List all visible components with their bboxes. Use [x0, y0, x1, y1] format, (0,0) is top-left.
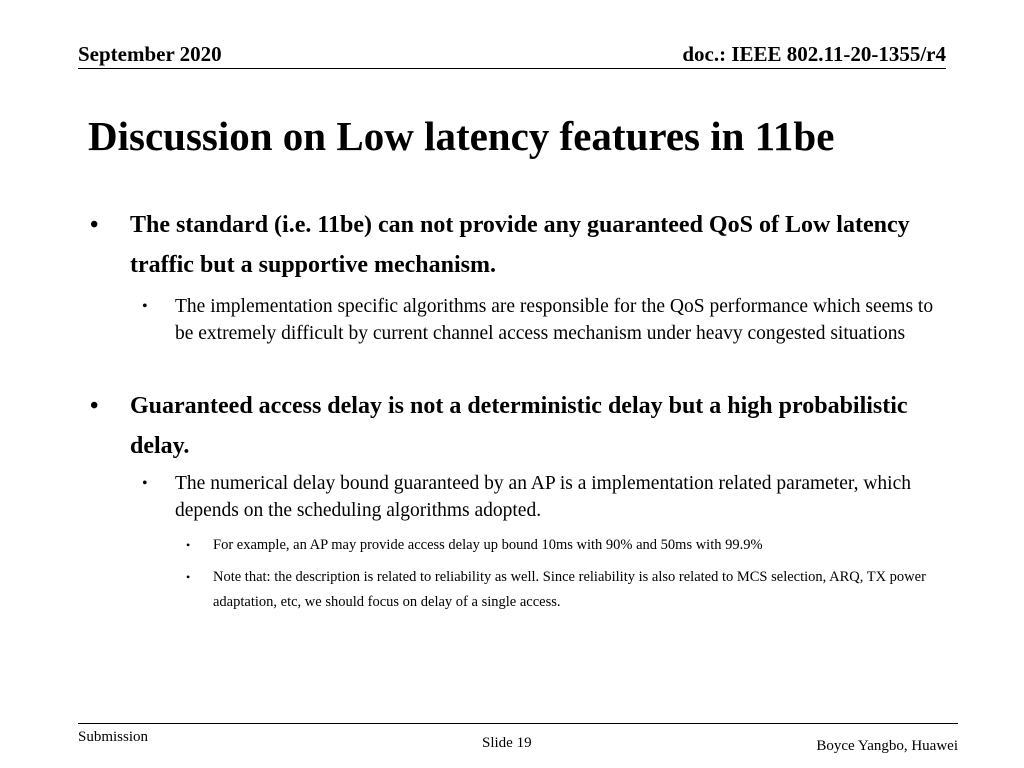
header-rule [78, 68, 946, 69]
bullet-2-1-text: The numerical delay bound guaranteed by an AP is a implementation related parameter, which depends on the scheduling algorithms adopted. [175, 473, 911, 521]
header-doc-id: doc.: IEEE 802.11-20-1355/r4 [682, 42, 946, 66]
footer-submission: Submission [78, 729, 149, 745]
bullet-1-1-marker: • [142, 298, 148, 315]
footer-author: Boyce Yangbo, Huawei [816, 738, 958, 754]
bullet-2-1-2-text: Note that: the description is related to reliability as well. Since reliability is also related to MCS selection, ARQ, TX power adaptation, etc, we should focus on delay of a single access. [213, 569, 926, 610]
bullet-2-1-2-marker: • [186, 570, 191, 584]
bullet-2-1-1-marker: • [186, 538, 191, 552]
header-date: September 2020 [78, 42, 222, 66]
bullet-2-1-marker: • [142, 475, 148, 492]
bullet-1-text: The standard (i.e. 11be) can not provide any guaranteed QoS of Low latency traffic but a supportive mechanism. [130, 212, 910, 278]
bullet-1-marker: • [90, 212, 99, 238]
bullet-2-text: Guaranteed access delay is not a deterministic delay but a high probabilistic delay. [130, 393, 908, 459]
bullet-1-1-text: The implementation specific algorithms are responsible for the QoS performance which seems to be extremely difficult by current channel access mechanism under heavy congested situations [175, 296, 934, 344]
slide-title: Discussion on Low latency features in 11be [88, 113, 835, 159]
bullet-2-1-1-text: For example, an AP may provide access delay up bound 10ms with 90% and 50ms with 99.9% [213, 537, 763, 553]
footer-rule [78, 723, 958, 724]
footer-slide-number: Slide 19 [482, 735, 532, 751]
bullet-2-marker: • [90, 393, 99, 419]
